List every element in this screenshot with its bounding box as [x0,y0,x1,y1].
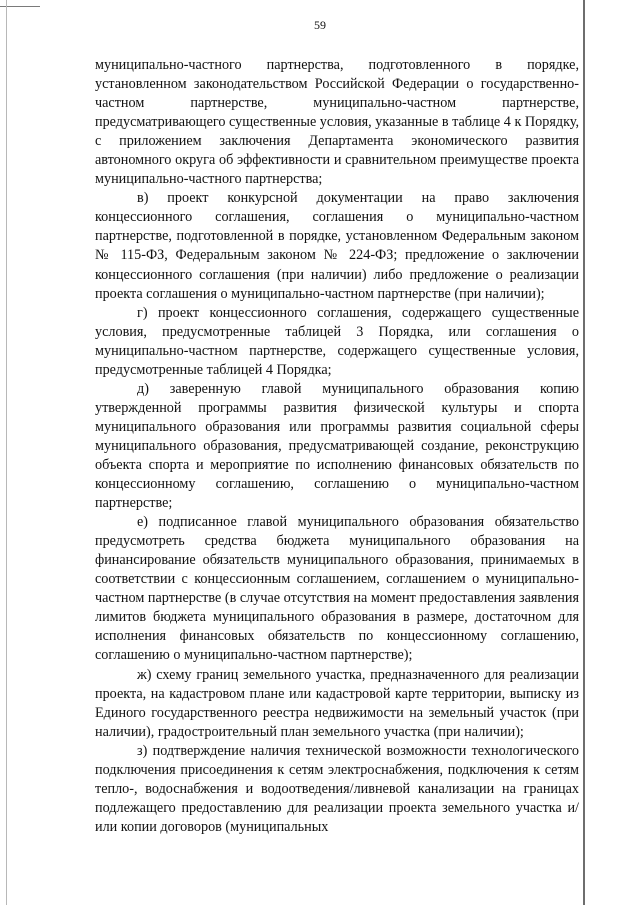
paragraph-item-z: з) подтверждение наличия технической возможности технологического подключения присоединения к сетям электроснабжения, подключения к сетям тепло-, водоснабжения и водоотведения/ливневой канализации на границах подлежащего предоставлению для реализации проекта земельного участка и/или копии договоров (муниципальных [95,742,579,835]
scan-edge-left [6,0,7,905]
paragraph-item-g: г) проект концессионного соглашения, содержащего существенные условия, предусмотренные таблицей 3 Порядка, или соглашения о муниципально-частном партнерстве, содержащего существенные условия, предусмотренные таблицей 4 Порядка; [95,304,579,378]
paragraph-item-d: д) заверенную главой муниципального образования копию утвержденной программы развития физической культуры и спорта муниципального образования или программы развития социальной сферы муниципального образования, предусматривающей создание, реконструкцию объекта спорта и мероприятие по исполнению финансовых обязательств по концессионному соглашению, соглашению о муниципально-частном партнерстве; [95,380,579,512]
paragraph-item-e: е) подписанное главой муниципального образования обязательство предусмотреть средства бюджета муниципального образования на финансирование обязательств муниципального образования, принимаемых в соответствии с концессионным соглашением, соглашением о муниципально-частном партнерстве (в случае отсутствия на момент предоставления заявления лимитов бюджета муниципального образования в размере, достаточном для исполнения финансовых обязательств по концессионному соглашению, соглашению о муниципально-частном партнерстве); [95,514,579,664]
paragraph-item-zh: ж) схему границ земельного участка, предназначенного для реализации проекта, на кадастровом плане или кадастровой карте территории, выписку из Единого государственного реестра недвижимости на земельный участок (при наличии), градостроительный план земельного участка (при наличии); [95,666,579,740]
paragraph-item-v: в) проект конкурсной документации на право заключения концессионного соглашения, соглашения о муниципально-частном партнерстве, подготовленной в порядке, установленном Федеральным законом № 115-ФЗ, Федеральным законом № 224-ФЗ; предложение о заключении концессионного соглашения (при наличии) либо предложение о реализации проекта соглашения о муниципально-частном партнерстве (при наличии); [95,190,579,302]
paragraph-continuation: муниципально-частного партнерства, подготовленного в порядке, установленном законодательством Российской Федерации о государственно-частном партнерстве, муниципально-частном партнерстве, предусматривающего существенные условия, указанные в таблице 4 к Порядку, с приложением заключения Департамента экономического развития автономного округа об эффективности и сравнительном преимуществе проекта муниципально-частного партнерства; [95,57,579,188]
scan-edge-right [583,0,585,905]
page-number: 59 [314,18,326,32]
document-body [95,56,579,837]
